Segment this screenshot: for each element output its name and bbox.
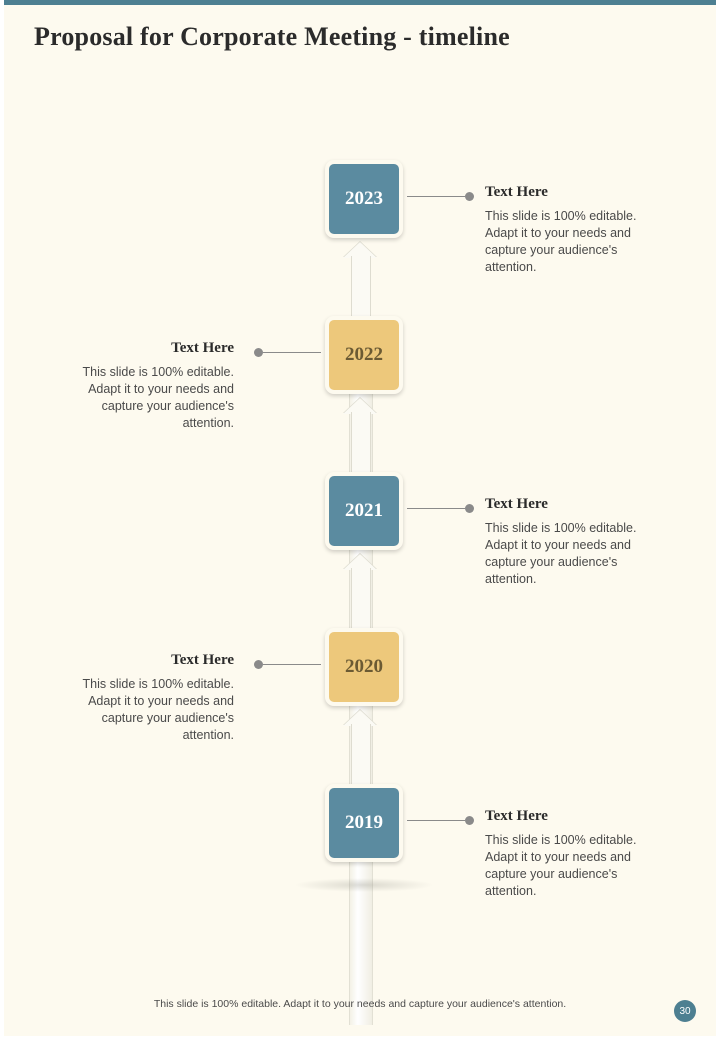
connector-2019 [407, 820, 465, 821]
timeline-heading: Text Here [485, 496, 548, 512]
timeline-heading: Text Here [485, 808, 548, 824]
timeline-body: This slide is 100% editable. Adapt it to your needs and capture your audience's attention. [82, 365, 234, 430]
connector-2021 [407, 508, 465, 509]
timeline-heading: Text Here [171, 652, 234, 668]
timeline-node-2022[interactable] [325, 316, 403, 394]
timeline-graphic [4, 140, 720, 930]
timeline-node-2021[interactable] [325, 472, 403, 550]
timeline-text-2019 [485, 808, 655, 900]
top-accent-bar [4, 0, 720, 5]
timeline-body: This slide is 100% editable. Adapt it to your needs and capture your audience's attention. [485, 833, 637, 898]
timeline-text-2021 [485, 496, 655, 588]
timeline-node-year: 2022 [345, 344, 383, 365]
timeline-node-2019[interactable] [325, 784, 403, 862]
timeline-node-year: 2023 [345, 188, 383, 209]
connector-dot-2021 [465, 504, 474, 513]
timeline-node-year: 2020 [345, 656, 383, 677]
footer-note: This slide is 100% editable. Adapt it to your needs and capture your audience's attention. [153, 998, 567, 1010]
connector-dot-2020 [254, 660, 263, 669]
connector-dot-2019 [465, 816, 474, 825]
timeline-node-year: 2021 [345, 500, 383, 521]
timeline-text-2020 [64, 652, 234, 744]
connector-2022 [263, 352, 321, 353]
timeline-node-2020[interactable] [325, 628, 403, 706]
connector-dot-2022 [254, 348, 263, 357]
timeline-node-year: 2019 [345, 812, 383, 833]
connector-dot-2023 [465, 192, 474, 201]
page-number-badge: 30 [674, 1000, 696, 1022]
timeline-body: This slide is 100% editable. Adapt it to your needs and capture your audience's attention. [485, 521, 637, 586]
timeline-base-shadow [294, 878, 434, 892]
timeline-text-2023 [485, 184, 655, 276]
timeline-body: This slide is 100% editable. Adapt it to your needs and capture your audience's attention. [485, 209, 637, 274]
connector-2023 [407, 196, 465, 197]
timeline-node-2023[interactable] [325, 160, 403, 238]
connector-2020 [263, 664, 321, 665]
timeline-body: This slide is 100% editable. Adapt it to your needs and capture your audience's attention. [82, 677, 234, 742]
page-title: Proposal for Corporate Meeting - timeline [34, 22, 510, 51]
timeline-heading: Text Here [485, 184, 548, 200]
timeline-heading: Text Here [171, 340, 234, 356]
timeline-text-2022 [64, 340, 234, 432]
